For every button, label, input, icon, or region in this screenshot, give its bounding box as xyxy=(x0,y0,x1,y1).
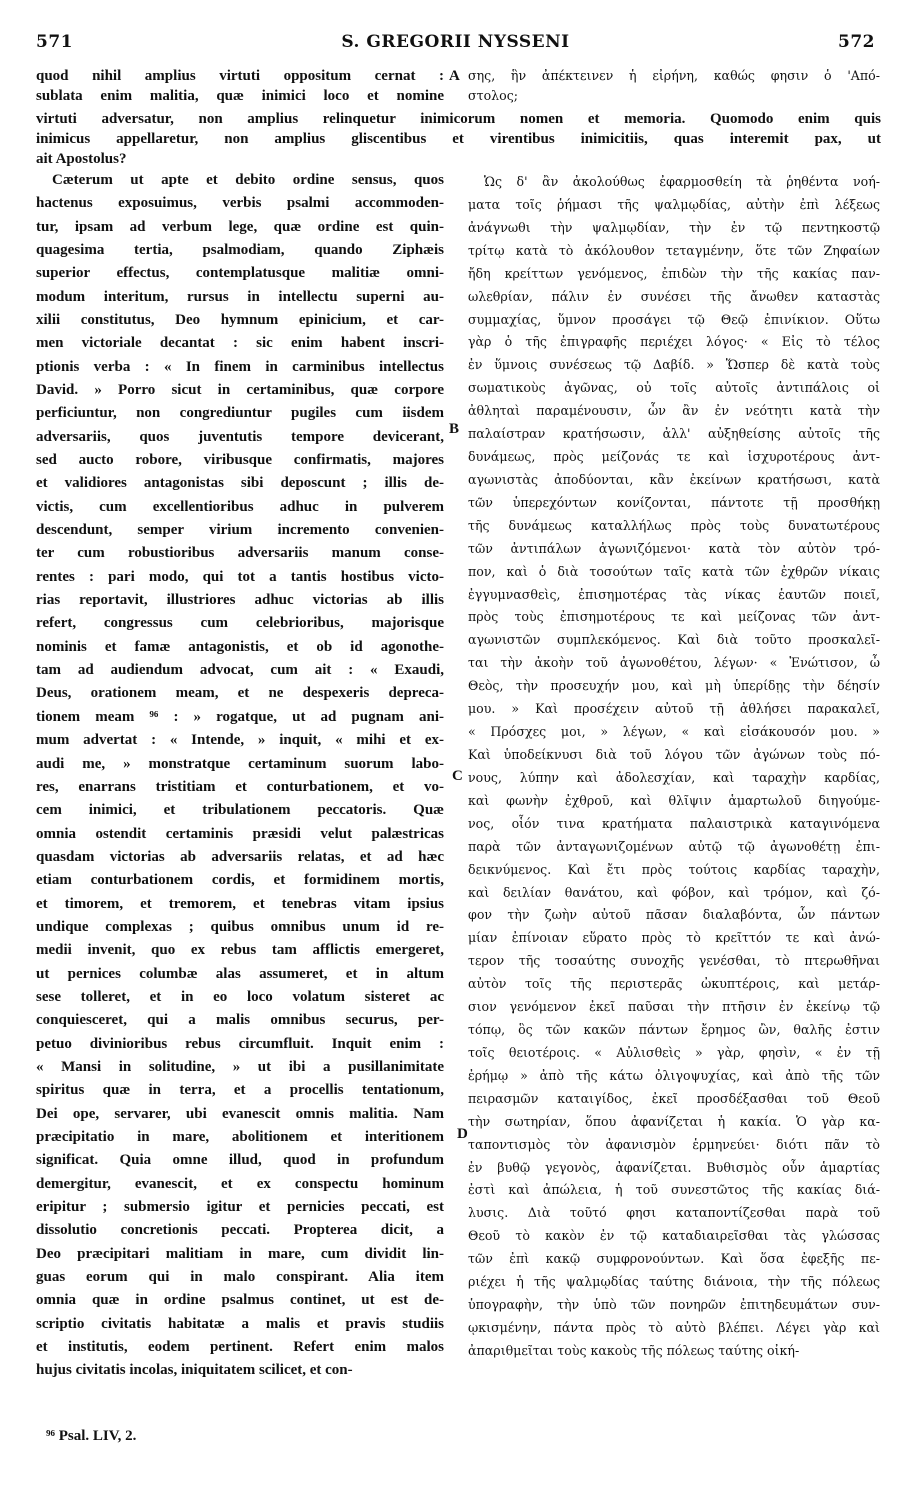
latin-line: xilii constitutus, Deo hymnum epinicium, et car- xyxy=(36,312,444,329)
greek-line: Καὶ ὑποδείκνυσι διὰ τοῦ λόγου τῶν ἀγώνων τοὺς πό- xyxy=(468,747,880,762)
greek-line: σης, ἣν ἀπέκτεινεν ἡ εἰρήνη, καθώς φησιν ὁ 'Από- xyxy=(468,68,880,83)
latin-line: et validiores antagonistas sibi deposcunt ; illis de- xyxy=(36,475,444,492)
greek-line: σιον γενόμενον ἐκεῖ παῦσαι τὴν πτῆσιν ἐν ἐκείνῳ τῷ xyxy=(468,999,880,1015)
latin-line: spiritus quæ in terra, et a procellis tentationum, xyxy=(36,1082,444,1099)
greek-line: τὴν σωτηρίαν, ὅπου ἀφανίζεται ἡ κακία. Ὁ γὰρ κα- xyxy=(468,1113,880,1129)
greek-line: τρίτῳ κατὰ τὸ ἀκόλουθον τεταγμένην, ὅτε τῶν Ζηφαίων xyxy=(468,242,880,258)
latin-line: superior effectus, contemplatusque malitiæ omni- xyxy=(36,265,444,282)
greek-line: παλαίστραν κρατήσωσιν, ἀλλ' αὐξηθείσης αὐτοῖς τῆς xyxy=(468,426,880,442)
latin-line: rias reportavit, illustriores adhuc victorias ab illis xyxy=(36,592,444,609)
greek-line: πον, καὶ ὁ διὰ τοσούτων ταῖς κατὰ τῶν ἐχθρῶν νίκαις xyxy=(468,563,880,579)
latin-line: cem inimici, et tribulationem peccatoris. Quæ xyxy=(36,802,444,819)
latin-line: « Mansi in solitudine, » ut ibi a pusillanimitate xyxy=(36,1058,444,1075)
greek-line: νους, λύπην καὶ ἀδολεσχίαν, καὶ ταραχὴν καρδίας, xyxy=(468,769,880,785)
full-width-line: ait Apostolus? xyxy=(36,151,127,167)
latin-line: Deus, orationem meam, et ne despexeris depreca- xyxy=(36,685,444,702)
greek-line: λυσις. Διὰ τοῦτό φησι καταποντίζεσθαι παρὰ τοῦ xyxy=(468,1205,880,1221)
greek-line: γὰρ ὁ τῆς ἐπιγραφῆς περιέχει λόγος· « Εἰς τὸ τέλος xyxy=(468,334,880,350)
greek-line: τόπῳ, ὃς τῶν κακῶν πάντων ἔρημος ὢν, θαλῆς ἐστιν xyxy=(468,1022,880,1038)
greek-line: αγωνιστῶν συμπλεκόμενος. Καὶ διὰ τοῦτο προσκαλεῖ- xyxy=(468,632,880,648)
latin-line: undique complexas ; quibus omnibus unum id re- xyxy=(36,918,444,935)
latin-line: audi me, » monstratque certaminum suorum labo- xyxy=(36,755,444,772)
greek-line: μίαν ἐπίνοιαν εὕρατο πρὸς τὸ κρεῖττόν τε καὶ ἀνώ- xyxy=(468,930,880,946)
latin-line: res, enarrans tristitiam et conturbationem, et vo- xyxy=(36,778,444,795)
greek-line: Ὡς δ' ἂν ἀκολούθως ἐφαρμοσθείη τὰ ῥηθέντα νοή- xyxy=(484,174,880,189)
greek-line: Θεοῦ τὸ κακὸν ἐν τῷ καταδιαιρεῖσθαι τὰς γλώσσας xyxy=(468,1228,880,1244)
greek-line: ματα τοῖς ῥήμασι τῆς ψαλμῳδίας, αὐτὴν ἐπὶ λέξεως xyxy=(468,196,880,212)
latin-line: demergitur, evanescit, et ex conspectu hominum xyxy=(36,1175,444,1192)
greek-line: δυνάμεως, πρὸς μείζονάς τε καὶ ἰσχυροτέρους ἀντ- xyxy=(468,449,880,465)
latin-line: ut pernices columbæ alas assumeret, et in altum xyxy=(36,965,444,982)
latin-line: omnia ostendit certaminis præsidi velut palæstricas xyxy=(36,825,444,842)
full-width-line: virtuti adversatur, non amplius relinquetur inimicorum nomen et memoria. Quomodo enim quis xyxy=(36,111,881,127)
section-marker: A xyxy=(449,68,460,84)
greek-line: Θεὸς, τὴν προσευχήν μου, καὶ μὴ ὑπερίδῃς τὴν δέησίν xyxy=(468,678,880,694)
latin-line: hactenus exposuimus, verbis psalmi accommoden- xyxy=(36,195,444,212)
latin-line: quod nihil amplius virtuti oppositum cernat : xyxy=(36,68,444,84)
latin-line: nominis et famæ antagonistis, et ob id agonothe- xyxy=(36,638,444,655)
greek-line: τῶν ἐπὶ κακῷ συμφρονούντων. Καὶ ὅσα ἐφεξῆς πε- xyxy=(468,1251,880,1267)
greek-line: ἐν βυθῷ γεγονὸς, ἀφανίζεται. Βυθισμὸς οὖν ἁμαρτίας xyxy=(468,1159,880,1175)
greek-line: ταποντισμὸς τὸν ἀφανισμὸν ἑρμηνεύει· διότι πᾶν τὸ xyxy=(468,1136,880,1152)
greek-line: ἐγγυμνασθεὶς, ἐπισημοτέρας τὰς νίκας ἑαυτῶν ποιεῖ, xyxy=(468,586,880,602)
greek-line: μου. » Καὶ προσέχειν αὐτοῦ τῇ ἀθλήσει παρακαλεῖ, xyxy=(468,701,880,717)
latin-line: quagesima tertia, psalmodiam, quando Ziphæis xyxy=(36,242,444,259)
latin-line: et institutis, eodem pertinent. Refert enim malos xyxy=(36,1339,444,1355)
greek-line: αγωνιστὰς ἀποδύονται, κἂν ἐκείνων κρατήσωσι, κατὰ xyxy=(468,471,880,487)
latin-line: refert, congressus cum celebrioribus, majorisque xyxy=(36,615,444,632)
greek-line: τοῖς θειοτέροις. « Αὐλισθεὶς » γὰρ, φησὶν, « ἐν τῇ xyxy=(468,1044,880,1060)
footnote: ⁹⁶ Psal. LIV, 2. xyxy=(46,1428,137,1444)
greek-line: τερον τῆς τοσαύτης συνοχῆς γενέσθαι, τὸ πτερωθῆναι xyxy=(468,953,880,969)
latin-line: Deo præcipitari malitiam in mare, cum dividit lin- xyxy=(36,1245,444,1262)
latin-line: hujus civitatis incolas, iniquitatem scilicet, et con- xyxy=(36,1362,353,1379)
greek-line: ἀπαριθμεῖται τοὺς κακοὺς τῆς πόλεως ταύτης οἰκή- xyxy=(468,1342,800,1358)
greek-line: τῆς δυνάμεως καταλλήλως πρὸς τοὺς δυνατωτέρους xyxy=(468,517,880,533)
greek-line: ριέχει ἡ τῆς ψαλμῳδίας ταύτης διάνοια, τὴν τῆς πόλεως xyxy=(468,1274,880,1290)
latin-line: et timorem, et tremorem, et tenebras vitam ipsius xyxy=(36,895,444,912)
greek-line: ἤδη κρείττων γενόμενος, ἐπιδὼν τὴν τῆς κακίας παν- xyxy=(468,265,880,281)
latin-line: Cæterum ut apte et debito ordine sensus, quos xyxy=(52,172,444,188)
greek-line: καὶ φωνὴν ἐχθροῦ, καὶ θλῖψιν ἁμαρτωλοῦ διηγούμε- xyxy=(468,792,880,808)
latin-line: præcipitatio in mare, abolitionem et interitionem xyxy=(36,1128,444,1145)
greek-line: « Πρόσχες μοι, » λέγων, « καὶ εἰσάκουσόν μου. » xyxy=(468,724,880,740)
greek-line: καὶ δειλίαν θανάτου, καὶ φόβον, καὶ τρόμον, καὶ ζό- xyxy=(468,884,880,900)
left-page-number: 571 xyxy=(36,32,73,52)
latin-line: significat. Quia omne illud, quod in profundum xyxy=(36,1152,444,1169)
latin-line: perficiuntur, non congrediuntur pugiles cum iisdem xyxy=(36,405,444,422)
latin-line: tam ad audiendum advocat, cum ait : « Exaudi, xyxy=(36,662,444,679)
latin-line: adversariis, quos juventutis tempore devicerant, xyxy=(36,428,444,445)
latin-line: quasdam victorias ab adversariis relatas, et ad hæc xyxy=(36,848,444,865)
latin-line: eripitur ; submersio igitur et pernicies peccati, est xyxy=(36,1198,444,1215)
greek-line: παρὰ τῶν ἀνταγωνιζομένων αὐτῷ τῷ ἀγωνοθέτῃ ἐπι- xyxy=(468,838,880,854)
latin-line: ter cum robustioribus adversariis manum conse- xyxy=(36,545,444,562)
greek-line: ἐν ὕμνοις συνέσεως τῷ Δαβίδ. » Ὥσπερ δὲ κατὰ τοὺς xyxy=(468,357,880,373)
latin-line: victis, cum excellentioribus adhuc in pulverem xyxy=(36,498,444,515)
latin-line: guas eorum qui in malo conspirant. Alia item xyxy=(36,1268,444,1285)
latin-line: tur, ipsam ad verbum lege, quæ ordine est quin- xyxy=(36,218,444,235)
greek-line: ὑπογραφὴν, τὴν ὑπὸ τῶν πονηρῶν ἐπιτηδευμάτων συν- xyxy=(468,1297,880,1313)
greek-line: συμμαχίας, ὕμνον προσάγει τῷ Θεῷ ἐπινίκιον. Οὕτω xyxy=(468,311,880,327)
latin-line: sed aucto robore, viribusque confirmatis, majores xyxy=(36,452,444,469)
greek-line: φον τὴν ζωὴν αὐτοῦ πᾶσαν διαλαβόντα, ὧν πάντων xyxy=(468,907,880,923)
right-page-number: 572 xyxy=(838,32,875,52)
greek-line: ωλεθρίαν, πάλιν ἐν συνέσει τῆς ἄνωθεν καταστὰς xyxy=(468,288,880,304)
section-marker: D xyxy=(457,1126,468,1142)
running-title: S. GREGORII NYSSENI xyxy=(341,32,570,52)
latin-line: sublata enim malitia, quæ inimici loco et nomine xyxy=(36,88,444,104)
greek-line: στολος; xyxy=(468,88,519,103)
greek-line: πρὸς τοὺς ἐπισημοτέρους τε καὶ μείζονας τῶν ἀντ- xyxy=(468,609,880,625)
greek-line: ἀνάγνωθι τὴν ψαλμῳδίαν, τὴν ἐν τῷ πεντηκοστῷ xyxy=(468,219,880,235)
greek-line: πειρασμῶν καταιγίδος, ἐκεῖ προσδέξασθαι τοῦ Θεοῦ xyxy=(468,1090,880,1106)
latin-line: modum interitum, rursus in intellectu superni au- xyxy=(36,288,444,305)
greek-line: ται τὴν ἀκοὴν τοῦ ἀγωνοθέτου, λέγων· « Ἐνώτισον, ὦ xyxy=(468,655,880,671)
latin-line: tionem meam ⁹⁶ : » rogatque, ut ad pugnam ani- xyxy=(36,708,444,725)
latin-line: dissolutio concretionis peccati. Propterea dicit, a xyxy=(36,1222,444,1239)
latin-line: medii invenit, quo ex rebus tam afflictis emergeret, xyxy=(36,942,444,959)
latin-line: omnia quæ in ordine psalmus continet, ut est de- xyxy=(36,1292,444,1309)
section-marker: C xyxy=(452,768,463,784)
latin-line: mum advertat : « Intende, » inquit, « mihi et ex- xyxy=(36,732,444,749)
section-marker: B xyxy=(449,421,460,437)
greek-line: αὐτὸν τοῖς τῆς περιστερᾶς ὠκυπτέροις, καὶ μετάρ- xyxy=(468,976,880,992)
latin-line: men victoriale decantat : sic enim habent inscri- xyxy=(36,335,444,352)
greek-line: ἐστὶ καὶ ἀπώλεια, ἡ τοῦ συνεστῶτος τῆς κακίας διά- xyxy=(468,1182,880,1198)
latin-line: Dei ope, servarer, ubi evanescit omnis malitia. Nam xyxy=(36,1105,444,1122)
latin-line: sese tolleret, et in eo loco volatum sisteret ac xyxy=(36,988,444,1005)
greek-line: δεικνύμενος. Καὶ ἔτι πρὸς τούτοις καρδίας ταραχὴν, xyxy=(468,861,880,877)
latin-line: scriptio civitatis habitatæ a malis et pravis studiis xyxy=(36,1315,444,1332)
greek-line: ῳκισμένην, πάντα πρὸς τὸ αὐτὸ βλέπει. Λέγει γὰρ καὶ xyxy=(468,1320,880,1335)
greek-line: τῶν ὑπερεχόντων κονίζονται, πάντοτε τῇ προσθήκῃ xyxy=(468,494,880,510)
page-header xyxy=(36,32,875,56)
greek-line: ἐρήμῳ » ἀπὸ τῆς κάτω ὀλιγοψυχίας, καὶ ἀπὸ τῆς τῶν xyxy=(468,1067,880,1083)
full-width-line: inimicus appellaretur, non amplius gliscentibus et virentibus inimicitiis, quas interemit pax, ut xyxy=(36,131,881,147)
latin-line: descendunt, semper virium incremento convenien- xyxy=(36,522,444,539)
latin-line: conquiesceret, qui a malis omnibus securus, per- xyxy=(36,1012,444,1029)
latin-line: David. » Porro sicut in certaminibus, quæ corpore xyxy=(36,382,444,399)
greek-line: σωματικοὺς ἀγῶνας, οὐ τοῖς αὐτοῖς ἀντιπάλοις οἱ xyxy=(468,380,880,396)
latin-line: ptionis verba : « In finem in carminibus intellectus xyxy=(36,358,444,375)
greek-line: ἀθληταὶ παραμένουσιν, ὧν ἂν ἐν νεότητι κατὰ τὴν xyxy=(468,403,880,419)
latin-line: rentes : pari modo, qui tot a tantis hostibus victo- xyxy=(36,568,444,585)
latin-line: petuo divinioribus rebus circumfluit. Inquit enim : xyxy=(36,1035,444,1052)
latin-line: etiam conturbationem cordis, et formidinem mortis, xyxy=(36,872,444,889)
greek-line: νος, οἷόν τινα κρατήματα παλαιστρικὰ καταγινόμενα xyxy=(468,815,880,831)
greek-line: τῶν ἀντιπάλων ἀγωνιζόμενοι· κατὰ τὸν αὐτὸν τρό- xyxy=(468,540,880,556)
